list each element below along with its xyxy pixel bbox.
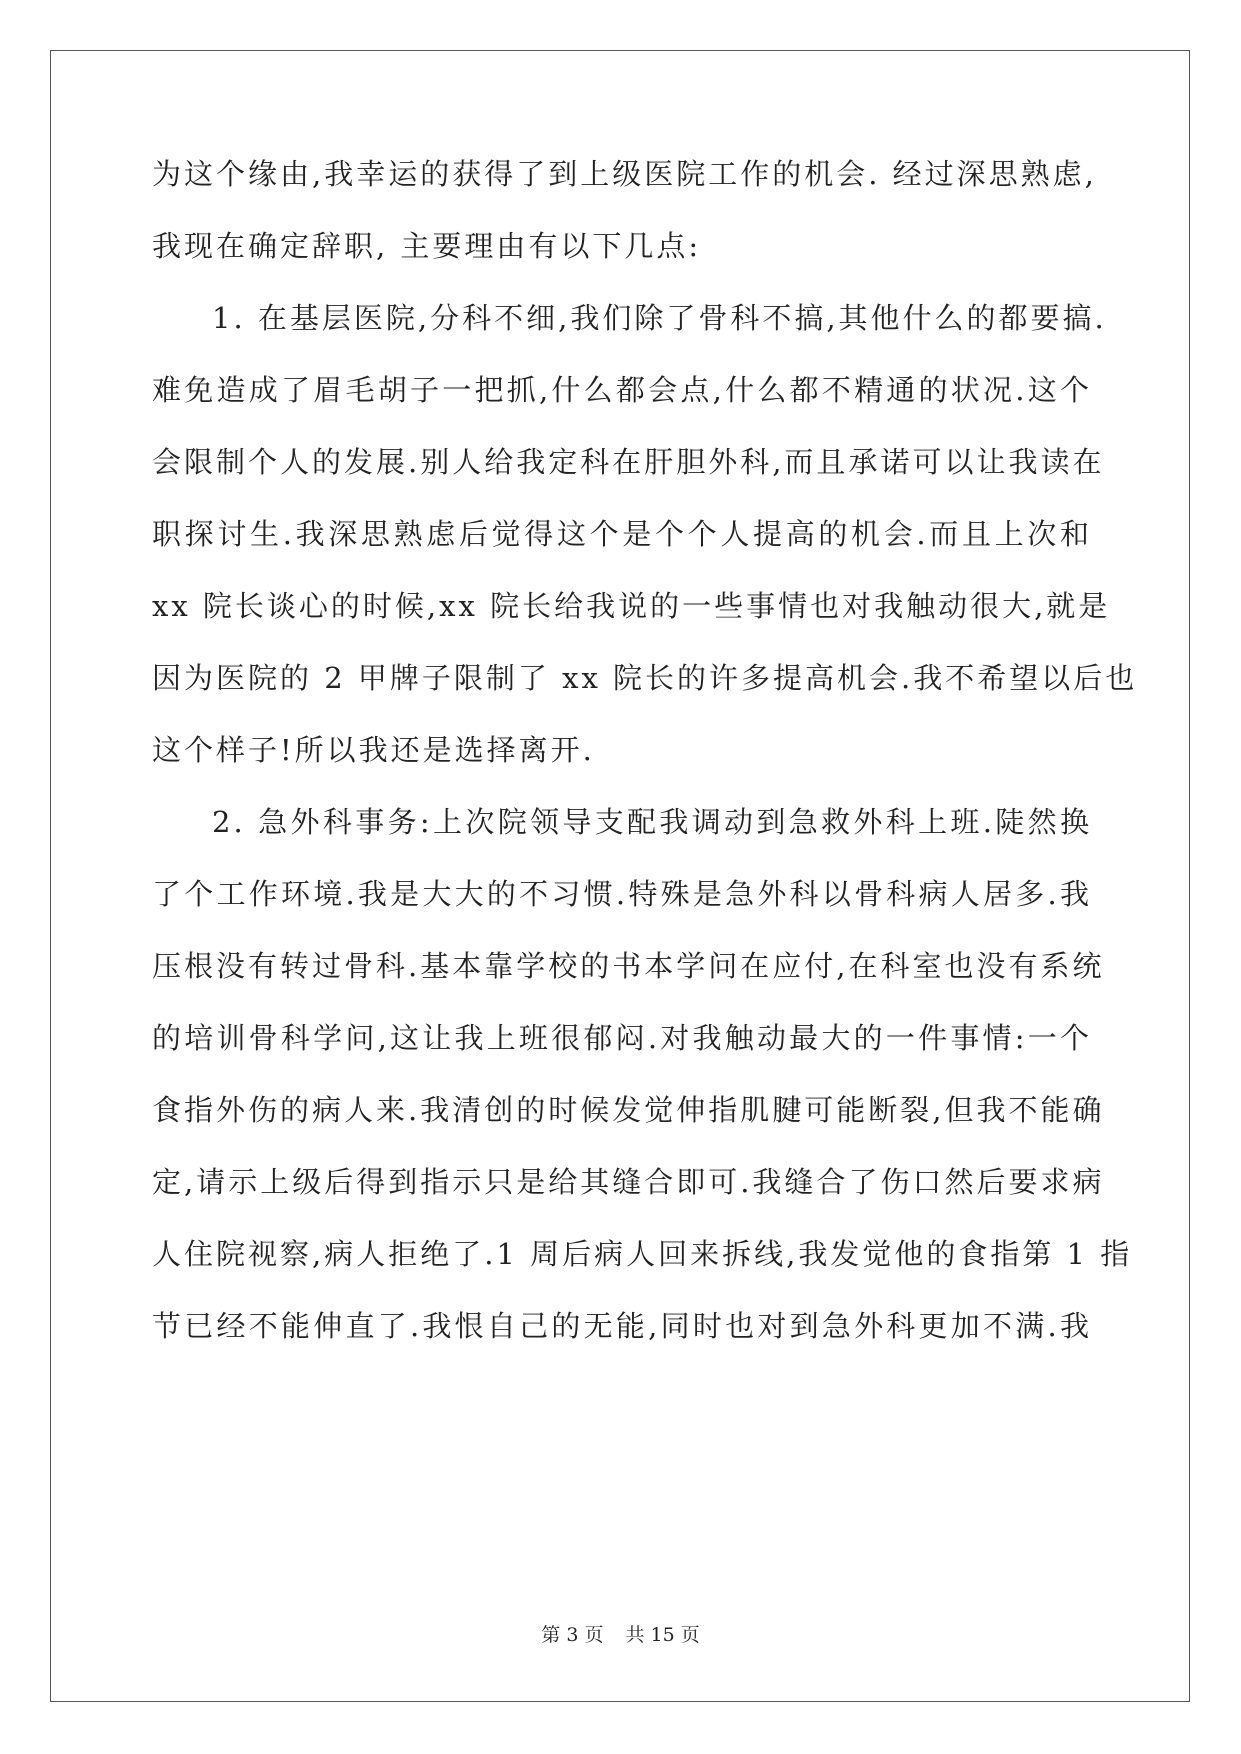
body-line-5: 会限制个人的发展.别人给我定科在肝胆外科,而且承诺可以让我读在 <box>152 445 1105 479</box>
body-line-3: 1. 在基层医院,分科不细,我们除了骨科不搞,其他什么的都要搞. <box>212 301 1107 335</box>
body-line-1: 为这个缘由,我幸运的获得了到上级医院工作的机会. 经过深思熟虑, <box>152 157 1097 191</box>
body-line-8: 因为医院的 2 甲牌子限制了 xx 院长的许多提高机会.我不希望以后也 <box>152 661 1138 695</box>
page-number-current: 第 3 页 <box>541 1624 604 1646</box>
page-footer <box>0 1623 1241 1647</box>
body-line-11: 了个工作环境.我是大大的不习惯.特殊是急外科以骨科病人居多.我 <box>152 877 1092 911</box>
body-line-15: 定,请示上级后得到指示只是给其缝合即可.我缝合了伤口然后要求病 <box>152 1165 1105 1199</box>
body-line-2: 我现在确定辞职, 主要理由有以下几点: <box>152 229 702 263</box>
page-number-total: 共 15 页 <box>625 1624 700 1646</box>
body-line-4: 难免造成了眉毛胡子一把抓,什么都会点,什么都不精通的状况.这个 <box>152 373 1092 407</box>
body-line-14: 食指外伤的病人来.我清创的时候发觉伸指肌腱可能断裂,但我不能确 <box>152 1093 1105 1127</box>
body-line-17: 节已经不能伸直了.我恨自己的无能,同时也对到急外科更加不满.我 <box>152 1309 1092 1343</box>
body-line-9: 这个样子!所以我还是选择离开. <box>152 733 595 767</box>
body-line-10: 2. 急外科事务:上次院领导支配我调动到急救外科上班.陡然换 <box>212 805 1092 839</box>
body-line-7: xx 院长谈心的时候,xx 院长给我说的一些事情也对我触动很大,就是 <box>152 589 1111 623</box>
body-line-13: 的培训骨科学问,这让我上班很郁闷.对我触动最大的一件事情:一个 <box>152 1021 1092 1055</box>
body-line-6: 职探讨生.我深思熟虑后觉得这个是个个人提高的机会.而且上次和 <box>152 517 1092 551</box>
body-line-16: 人住院视察,病人拒绝了.1 周后病人回来拆线,我发觉他的食指第 1 指 <box>152 1237 1133 1271</box>
body-line-12: 压根没有转过骨科.基本靠学校的书本学问在应付,在科室也没有系统 <box>152 949 1105 983</box>
